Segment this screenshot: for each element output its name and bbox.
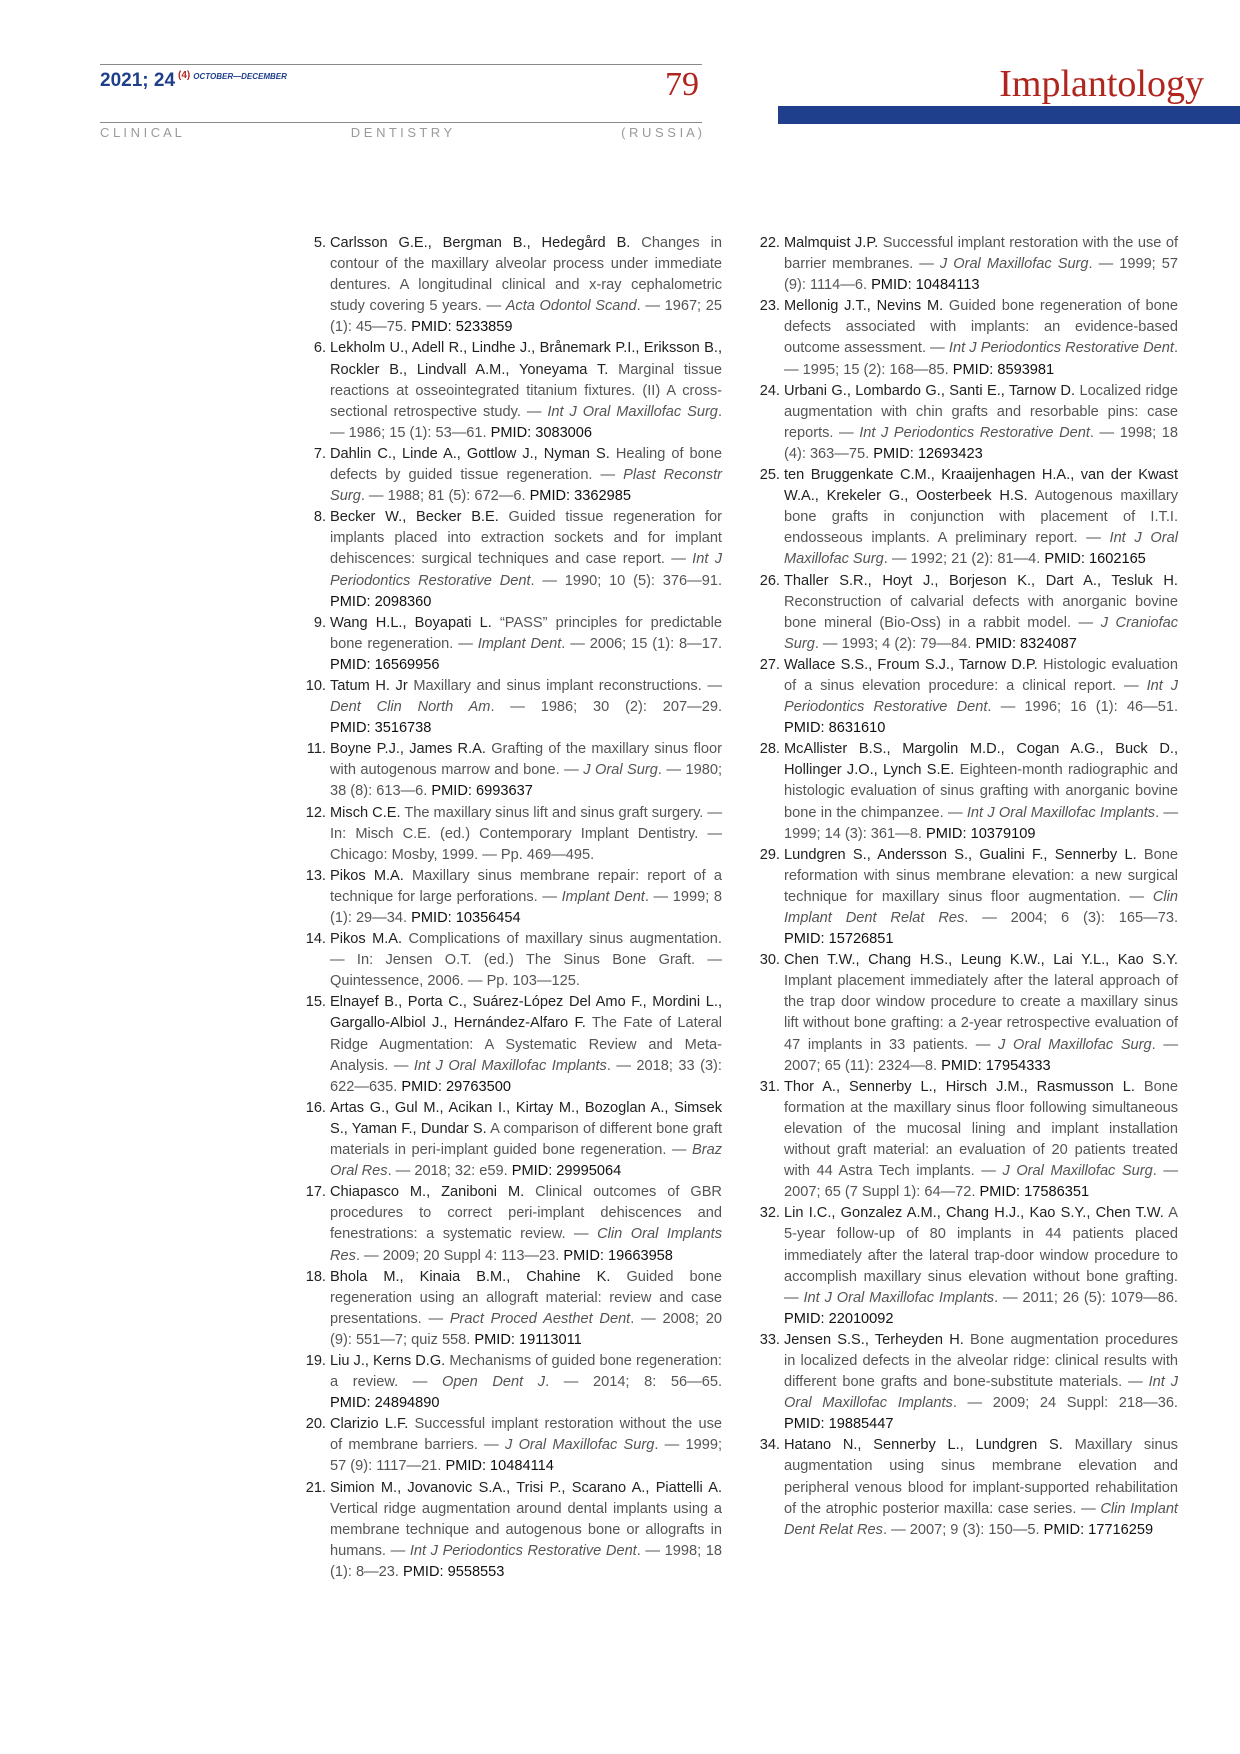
reference-source: J Oral Maxillofac Surg (1002, 1163, 1153, 1180)
reference-details: . — 1986; 30 (2): 207—29. (490, 699, 723, 716)
reference-item (754, 571, 1178, 655)
reference-pmid: PMID: 3516738 (330, 720, 432, 737)
reference-details: . — 2006; 15 (1): 8—17. (561, 635, 722, 652)
reference-authors: Pikos M.A. (330, 867, 404, 884)
reference-num: 22. (759, 235, 780, 251)
reference-title: Eighteen-month radiographic and histologic evaluation of sinus grafting with anorganic bovine bone in the chimpanzee. — (784, 762, 1179, 821)
reference-authors: Elnayef B., Porta C., Suárez-López Del Amo F., Mordini L., Gargallo-Albiol J., Hernández-Alfaro F. (330, 994, 722, 1032)
journal-word: ( R U S S I A ) (621, 125, 702, 140)
reference-item (754, 845, 1178, 950)
reference-details: . — 2018; 32: e59. (387, 1163, 512, 1180)
reference-item (754, 1203, 1178, 1330)
reference-pmid: PMID: 29763500 (401, 1078, 511, 1095)
reference-authors: Clarizio L.F. (330, 1416, 409, 1433)
reference-title: Changes in contour of the maxillary alveolar process under immediate dentures. A longitudinal clinical and x-ray cephalometric study covering 5 years. — (330, 235, 722, 315)
references-column-right (754, 233, 1178, 1541)
journal-word: C L I N I C A L (100, 125, 182, 140)
reference-source: Clin Implant Dent Relat Res (784, 1500, 1178, 1538)
reference-authors: Artas G., Gul M., Acikan I., Kirtay M., Bozoglan A., Simsek S., Yaman F., Dundar S. (330, 1099, 722, 1137)
reference-details: . — 2007; 9 (3): 150—5. (882, 1521, 1044, 1538)
reference-details: . — 1995; 15 (2): 168—85. (784, 340, 1178, 378)
reference-authors: Wang H.L., Boyapati L. (330, 614, 492, 631)
reference-item (300, 739, 722, 802)
reference-pmid: PMID: 17716259 (1043, 1521, 1154, 1538)
reference-num: 25. (759, 467, 780, 484)
reference-title: Maxillary and sinus implant reconstructions. — (413, 677, 722, 694)
reference-item (300, 233, 722, 338)
reference-authors: Simion M., Jovanovic S.A., Trisi P., Scarano A., Piattelli A. (330, 1479, 722, 1496)
reference-authors: Lekholm U., Adell R., Lindhe J., Brånemark P.I., Eriksson B., Rockler B., Lindvall A.M., Yoneyama T. (330, 340, 722, 378)
reference-source: Int J Periodontics Restorative Dent (330, 551, 723, 589)
reference-details: . — 2011; 26 (5): 1079—86. (994, 1289, 1178, 1306)
reference-title: Autogenous maxillary bone grafts in conjunction with placement of I.T.I. endosseous implants. A preliminary report. — (784, 488, 1178, 547)
reference-details: . — 1967; 25 (1): 45—75. (330, 298, 722, 336)
reference-num: 16. (305, 1099, 326, 1116)
reference-source: Plast Reconstr Surg (330, 467, 722, 505)
reference-num: 23. (759, 298, 780, 315)
reference-source: Clin Oral Implants Res (330, 1226, 722, 1264)
references-column-left (300, 233, 722, 1583)
reference-title: Guided tissue regeneration for implants placed into extraction sockets and for implant dehiscences: surgical techniques and case report. — (330, 509, 722, 568)
reference-title: Bone reformation with sinus membrane elevation: a new surgical technique for maxillary sinus floor augmentation. — (784, 846, 1178, 905)
reference-pmid: PMID: 19885447 (784, 1416, 894, 1433)
reference-source: Clin Implant Dent Relat Res (784, 888, 1178, 926)
reference-source: J Oral Maxillofac Surg (939, 256, 1089, 273)
reference-details: . — 1999; 8 (1): 29—34. (330, 888, 723, 926)
reference-pmid: PMID: 17586351 (979, 1184, 1090, 1201)
reference-item (300, 1182, 722, 1266)
reference-authors: McAllister B.S., Margolin M.D., Cogan A.G., Buck D., Hollinger J.O., Lynch S.E. (784, 741, 1178, 779)
reference-title: Bone augmentation procedures in localized defects in the alveolar ridge: clinical results with different bone grafts and bone-substitute materials. — (784, 1331, 1178, 1391)
reference-num: 11. (306, 741, 326, 758)
reference-item (754, 465, 1178, 570)
reference-pmid: PMID: 5233859 (411, 319, 513, 336)
reference-authors: Wallace S.S., Froum S.J., Tarnow D.P. (784, 656, 1038, 673)
reference-source: Int J Oral Maxillofac Implants (803, 1289, 995, 1306)
reference-item (300, 803, 722, 866)
reference-title: Reconstruction of calvarial defects with anorganic bovine bone mineral (Bio-Oss) in a rabbit model. — (784, 593, 1178, 631)
reference-source: Int J Oral Maxillofac Implants (413, 1057, 607, 1074)
issue-number: (4) (178, 70, 191, 81)
reference-item (300, 338, 722, 443)
reference-num: 15. (305, 994, 326, 1011)
reference-authors: Thaller S.R., Hoyt J., Borjeson K., Dart A., Tesluk H. (784, 572, 1178, 589)
reference-source: Int J Oral Maxillofac Surg (547, 403, 718, 420)
reference-title: Mechanisms of guided bone regeneration: a review. — (330, 1352, 722, 1391)
reference-title: “PASS” principles for predictable bone regeneration. — (330, 614, 722, 652)
reference-pmid: PMID: 10484114 (445, 1458, 554, 1475)
page-number: 79 (665, 66, 699, 103)
reference-source: Acta Odontol Scand (505, 298, 637, 315)
reference-details: . — 2009; 24 Suppl: 218—36. (952, 1395, 1178, 1412)
reference-details: . — 1999; 57 (9): 1117—21. (330, 1437, 722, 1475)
header-top-rule (100, 64, 702, 65)
reference-authors: Lundgren S., Andersson S., Gualini F., Sennerby L. (784, 846, 1137, 863)
reference-title: Bone formation at the maxillary sinus floor following simultaneous elevation of the mucosal lining and implant installation without graft material: an evaluation of 20 patients treated with 44 Astra Tech implants. — (784, 1078, 1178, 1180)
reference-source: Int J Oral Maxillofac Implants (784, 1374, 1178, 1412)
reference-item (754, 296, 1178, 380)
reference-authors: Hatano N., Sennerby L., Lundgren S. (784, 1437, 1063, 1454)
reference-num: 5. (313, 235, 326, 251)
reference-pmid: PMID: 6993637 (431, 783, 533, 800)
reference-num: 30. (759, 952, 780, 969)
reference-details: . — 2008; 20 (9): 551—7; quiz 558. (330, 1310, 722, 1348)
reference-num: 26. (759, 572, 780, 589)
reference-title: Successful implant restoration with the use of barrier membranes. — (784, 235, 1178, 273)
reference-item (300, 929, 722, 992)
reference-details: . — 2004; 6 (3): 165—73. (964, 910, 1178, 926)
reference-details: . — 2007; 65 (11): 2324—8. (784, 1036, 1178, 1074)
reference-item (754, 1330, 1178, 1435)
reference-item (300, 992, 722, 1097)
reference-pmid: PMID: 16569956 (330, 656, 440, 673)
reference-authors: Jensen S.S., Terheyden H. (784, 1331, 964, 1348)
issue-info (100, 70, 287, 92)
reference-title: Implant placement immediately after the lateral approach of the trap door window procedure to create a maxillary sinus lift without bone grafting: a 2-year retrospective evaluation of 47 implants in 33 patients. — (784, 973, 1178, 1053)
reference-num: 27. (759, 656, 780, 673)
reference-source: Int J Periodontics Restorative Dent (948, 340, 1174, 357)
journal-name (100, 125, 702, 140)
reference-title: Maxillary sinus membrane repair: report of a technique for large perforations. — (330, 867, 722, 905)
reference-pmid: PMID: 9558553 (403, 1563, 505, 1580)
reference-source: Open Dent J (442, 1374, 546, 1391)
reference-details: . — 2007; 65 (7 Suppl 1): 64—72. (784, 1163, 1178, 1201)
reference-num: 28. (759, 741, 780, 758)
reference-title: A 5-year follow-up of 80 implants in 44 patients placed immediately after the lateral trap-door window procedure to accomplish maxillary sinus elevation without bone grafting. — (784, 1205, 1178, 1306)
reference-item (300, 1478, 722, 1583)
reference-num: 33. (759, 1331, 780, 1348)
reference-item (300, 1267, 722, 1351)
reference-num: 17. (305, 1184, 326, 1201)
reference-num: 18. (305, 1268, 326, 1285)
reference-item (754, 233, 1178, 296)
reference-details: . — 2014; 8: 56—65. (545, 1374, 723, 1391)
reference-authors: Becker W., Becker B.E. (330, 509, 499, 526)
reference-num: 21. (305, 1479, 326, 1496)
reference-num: 19. (305, 1352, 326, 1369)
reference-source: J Oral Maxillofac Surg (505, 1437, 655, 1454)
reference-source: Implant Dent (561, 888, 645, 905)
reference-num: 14. (305, 931, 326, 948)
reference-pmid: PMID: 22010092 (784, 1310, 894, 1327)
reference-details: . — 1999; 14 (3): 361—8. (784, 804, 1178, 842)
reference-num: 29. (759, 846, 780, 863)
reference-title: Grafting of the maxillary sinus floor with autogenous marrow and bone. — (330, 741, 722, 779)
reference-item (300, 444, 722, 507)
reference-source: Pract Proced Aesthet Dent (449, 1310, 631, 1327)
reference-source: Int J Periodontics Restorative Dent (859, 424, 1090, 441)
reference-source: J Craniofac Surg (784, 614, 1179, 652)
reference-source: Int J Periodontics Restorative Dent (784, 677, 1179, 716)
reference-num: 6. (313, 340, 326, 357)
reference-item (754, 1077, 1178, 1204)
reference-item (754, 950, 1178, 1077)
reference-source: J Oral Maxillofac Surg (998, 1036, 1152, 1053)
reference-authors: Dahlin C., Linde A., Gottlow J., Nyman S. (330, 445, 610, 462)
reference-num: 8. (313, 509, 326, 526)
reference-title: Guided bone regeneration using an allograft material: review and case presentations. — (330, 1268, 722, 1327)
reference-authors: Chen T.W., Chang H.S., Leung K.W., Lai Y.L., Kao S.Y. (784, 952, 1178, 969)
reference-authors: Lin I.C., Gonzalez A.M., Chang H.J., Kao S.Y., Chen T.W. (784, 1205, 1164, 1222)
reference-authors: Misch C.E. (330, 804, 401, 821)
reference-item (300, 507, 722, 612)
reference-pmid: PMID: 3083006 (490, 424, 593, 441)
reference-authors: Urbani G., Lombardo G., Santi E., Tarnow D. (784, 382, 1076, 399)
section-bar (778, 106, 1240, 124)
reference-authors: Bhola M., Kinaia B.M., Chahine K. (330, 1268, 611, 1285)
journal-word: D E N T I S T R Y (350, 125, 453, 140)
reference-source: Int J Oral Maxillofac Surg (784, 530, 1178, 568)
reference-source: Dent Clin North Am (330, 699, 491, 716)
reference-details: . — 1999; 57 (9): 1114—6. (784, 256, 1178, 294)
reference-item (754, 1435, 1178, 1540)
reference-authors: Mellonig J.T., Nevins M. (784, 298, 944, 315)
reference-title: Healing of bone defects by guided tissue regeneration. — (330, 445, 722, 484)
reference-num: 32. (759, 1205, 780, 1222)
reference-pmid: PMID: 2098360 (330, 593, 432, 610)
reference-details: . — 1998; 18 (4): 363—75. (784, 424, 1179, 462)
reference-pmid: PMID: 10356454 (411, 910, 521, 926)
reference-details: . — 2018; 33 (3): 622—635. (330, 1057, 722, 1095)
reference-details: . — 1998; 18 (1): 8—23. (330, 1542, 722, 1580)
reference-num: 24. (759, 382, 780, 399)
reference-title: The maxillary sinus lift and sinus graft surgery. — In: Misch C.E. (ed.) Contemporary Implant Dentistry. — Chicago: Mosby, 1999. — Pp. 469—495. (330, 804, 723, 863)
reference-title: Histologic evaluation of a sinus elevation procedure: a clinical report. — (784, 656, 1178, 694)
year-volume: 2021; 24 (100, 70, 176, 91)
reference-item (300, 1351, 722, 1414)
reference-pmid: PMID: 19663958 (563, 1247, 673, 1264)
reference-title: The Fate of Lateral Ridge Augmentation: A Systematic Review and Meta-Analysis. — (330, 1015, 722, 1074)
section-title: Implantology (999, 63, 1204, 105)
reference-authors: Chiapasco M., Zaniboni M. (330, 1184, 525, 1201)
reference-title: Guided bone regeneration of bone defects associated with implants: an evidence-based outcome assessment. — (784, 298, 1179, 357)
reference-details: . — 1990; 10 (5): 376—91. (530, 572, 722, 589)
reference-num: 12. (305, 804, 326, 821)
reference-title: Vertical ridge augmentation around dental implants using a membrane technique and autogenous bone or allografts in humans. — (330, 1500, 722, 1559)
header-bottom-rule (100, 122, 702, 123)
reference-pmid: PMID: 8324087 (975, 635, 1077, 652)
reference-details: . — 2009; 20 Suppl 4: 113—23. (355, 1247, 564, 1264)
reference-num: 9. (313, 614, 326, 631)
reference-pmid: PMID: 1602165 (1044, 551, 1146, 568)
reference-authors: Pikos M.A. (330, 931, 403, 948)
reference-title: A comparison of different bone graft materials in peri-implant guided bone regeneration. — (330, 1120, 723, 1159)
reference-num: 34. (759, 1437, 780, 1454)
reference-authors: Malmquist J.P. (784, 235, 879, 251)
reference-item (300, 1414, 722, 1477)
reference-item (754, 739, 1178, 844)
issue-months: OCTOBER—DECEMBER (193, 72, 287, 81)
reference-num: 31. (759, 1078, 780, 1095)
reference-title: Clinical outcomes of GBR procedures to correct peri-implant dehiscences and fenestrations: a systematic review. — (330, 1184, 722, 1243)
reference-num: 13. (305, 867, 326, 884)
reference-item (300, 613, 722, 676)
reference-item (754, 655, 1178, 739)
reference-pmid: PMID: 10379109 (925, 825, 1036, 842)
reference-title: Maxillary sinus augmentation using sinus membrane elevation and peripheral venous blood for implant-supported rehabilitation of the atrophic posterior maxilla: case series. — (784, 1437, 1178, 1517)
reference-authors: Thor A., Sennerby L., Hirsch J.M., Rasmusson L. (784, 1078, 1135, 1095)
reference-title: Successful implant restoration without the use of membrane barriers. — (330, 1416, 722, 1454)
reference-source: Implant Dent (477, 635, 562, 652)
reference-item (300, 676, 722, 739)
reference-pmid: PMID: 8593981 (952, 361, 1055, 378)
reference-title: Marginal tissue reactions at osseointegrated titanium fixtures. (II) A cross-sectional retrospective study. — (330, 361, 722, 420)
reference-details: . — 1992; 21 (2): 81—4. (883, 551, 1045, 568)
reference-source: J Oral Surg (583, 762, 658, 779)
reference-details: . — 1996; 16 (1): 46—51. (987, 699, 1178, 716)
reference-pmid: PMID: 24894890 (330, 1395, 440, 1412)
reference-pmid: PMID: 10484113 (871, 277, 980, 294)
reference-pmid: PMID: 29995064 (511, 1163, 622, 1180)
reference-pmid: PMID: 17954333 (941, 1057, 1051, 1074)
reference-num: 20. (305, 1416, 326, 1433)
reference-num: 7. (313, 445, 326, 462)
reference-item (300, 866, 722, 929)
reference-item (300, 1098, 722, 1182)
reference-title: Localized ridge augmentation with chin grafts and resorbable pins: case reports. — (784, 382, 1178, 441)
reference-authors: Liu J., Kerns D.G. (330, 1352, 446, 1369)
reference-details: . — 1993; 4 (2): 79—84. (814, 635, 976, 652)
reference-source: Braz Oral Res (330, 1142, 722, 1180)
reference-num: 10. (305, 677, 326, 694)
reference-pmid: PMID: 12693423 (873, 445, 983, 462)
reference-details: . — 1986; 15 (1): 53—61. (330, 403, 722, 441)
reference-pmid: PMID: 19113011 (474, 1331, 582, 1348)
reference-pmid: PMID: 8631610 (784, 720, 886, 737)
reference-title: Complications of maxillary sinus augmentation. — In: Jensen O.T. (ed.) The Sinus Bone Graft. — Quintessence, 2006. — Pp. 103—125. (330, 931, 722, 990)
reference-source: Int J Periodontics Restorative Dent (409, 1542, 637, 1559)
reference-authors: Tatum H. Jr (330, 677, 408, 694)
reference-details: . — 1988; 81 (5): 672—6. (360, 488, 530, 505)
reference-pmid: PMID: 3362985 (529, 488, 631, 505)
reference-item (754, 381, 1178, 465)
reference-pmid: PMID: 15726851 (784, 931, 894, 948)
reference-authors: Carlsson G.E., Bergman B., Hedegård B. (330, 235, 631, 251)
reference-authors: ten Bruggenkate C.M., Kraaijenhagen H.A., van der Kwast W.A., Krekeler G., Oosterbeek H.S. (784, 467, 1178, 505)
reference-details: . — 1980; 38 (8): 613—6. (330, 762, 722, 800)
reference-source: Int J Oral Maxillofac Implants (966, 804, 1156, 821)
reference-authors: Boyne P.J., James R.A. (330, 741, 486, 758)
